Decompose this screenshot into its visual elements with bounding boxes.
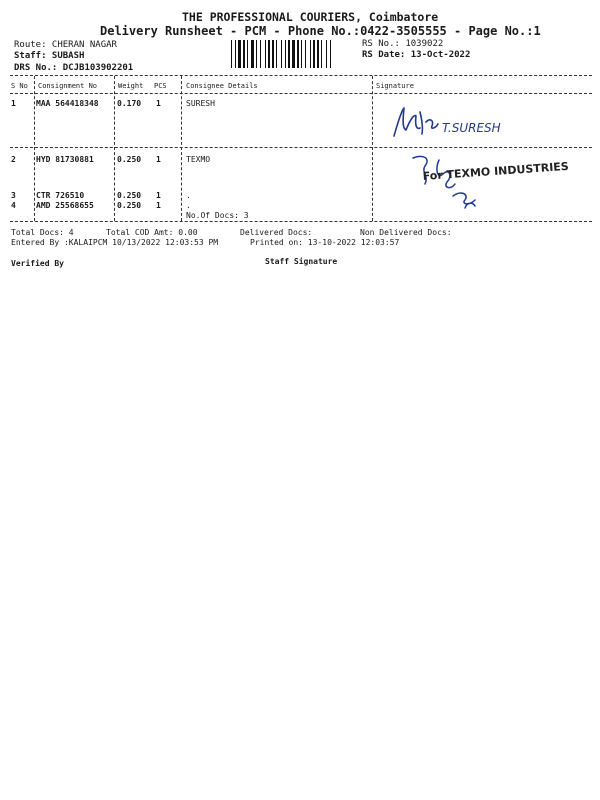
- row-sno: 1: [11, 99, 16, 108]
- row-consignee: .: [186, 201, 191, 210]
- barcode-bar: [272, 40, 274, 68]
- runsheet-title: Delivery Runsheet - PCM - Phone No.:0422-3505555 - Page No.:1: [100, 24, 541, 38]
- barcode-bar: [310, 40, 311, 68]
- table-rule-bottom: [10, 221, 592, 222]
- signature-handwriting-text: T.SURESH: [442, 121, 501, 135]
- col-divider: [34, 76, 35, 221]
- col-divider: [114, 76, 115, 221]
- row-pcs: 1: [156, 99, 161, 108]
- barcode-bar: [231, 40, 232, 68]
- row-pcs: 1: [156, 191, 161, 200]
- barcode-bar: [251, 40, 254, 68]
- barcode-bar: [268, 40, 270, 68]
- row-sno: 3: [11, 191, 16, 200]
- row-consignee: TEXMO: [186, 155, 211, 164]
- barcode-bar: [260, 40, 261, 68]
- company-stamp-signature: [395, 150, 585, 212]
- row-consignee: .: [186, 191, 191, 200]
- verified-by-label: Verified By: [11, 259, 64, 268]
- row-consignment: CTR 726510: [36, 191, 85, 200]
- staff-label: Staff: SUBASH: [14, 51, 85, 61]
- row-consignee: SURESH: [186, 99, 215, 108]
- col-header-consignee: Consignee Details: [186, 82, 258, 90]
- barcode-bar: [238, 40, 241, 68]
- barcode-bar: [330, 40, 331, 68]
- col-header-weight: Weight: [118, 82, 144, 90]
- row-consignment: MAA 564418348: [36, 99, 99, 108]
- stamp-text: For TEXMO INDUSTRIES: [422, 159, 570, 183]
- total-cod-amount: Total COD Amt: 0.00: [106, 228, 198, 237]
- barcode-bar: [265, 40, 266, 68]
- drs-number: DRS No.: DCJB103902201: [14, 63, 134, 73]
- barcode-bar: [276, 40, 277, 68]
- barcode-bar: [288, 40, 290, 68]
- col-divider: [372, 76, 373, 221]
- barcode-bar: [235, 40, 236, 68]
- barcode-bar: [247, 40, 248, 68]
- barcode-image: [230, 40, 355, 68]
- barcode-bar: [321, 40, 322, 68]
- barcode-bar: [297, 40, 299, 68]
- col-header-pcs: PCS: [154, 82, 167, 90]
- col-header-consignment: Consignment No: [38, 82, 98, 90]
- barcode-bar: [292, 40, 295, 68]
- barcode-bar: [285, 40, 286, 68]
- row-weight: 0.170: [117, 99, 142, 108]
- header-rule-top: [10, 75, 592, 76]
- col-header-signature: Signature: [376, 82, 414, 90]
- col-header-sno: S No: [11, 82, 28, 90]
- row-weight: 0.250: [117, 191, 142, 200]
- row-consignment: HYD 81730881: [36, 155, 94, 164]
- entered-by: Entered By :KALAIPCM 10/13/2022 12:03:53 PM: [11, 238, 219, 247]
- barcode-bar: [301, 40, 302, 68]
- row-pcs: 1: [156, 201, 161, 210]
- company-title: THE PROFESSIONAL COURIERS, Coimbatore: [182, 10, 439, 24]
- non-delivered-docs: Non Delivered Docs:: [360, 228, 452, 237]
- rs-date: RS Date: 13-Oct-2022: [362, 50, 471, 60]
- header-rule-bottom: [10, 93, 592, 94]
- barcode-bar: [305, 40, 306, 68]
- barcode-bar: [326, 40, 327, 68]
- staff-signature-label: Staff Signature: [265, 257, 338, 266]
- printed-on: Printed on: 13-10-2022 12:03:57: [250, 238, 400, 247]
- row-weight: 0.250: [117, 201, 142, 210]
- barcode-bar: [243, 40, 245, 68]
- delivered-docs: Delivered Docs:: [240, 228, 313, 237]
- route-label: Route: CHERAN NAGAR: [14, 40, 117, 50]
- docs-count-note: No.Of Docs: 3: [186, 211, 249, 220]
- barcode-bar: [317, 40, 319, 68]
- handwritten-signature: [390, 100, 540, 148]
- row-pcs: 1: [156, 155, 161, 164]
- rs-number: RS No.: 1039022: [362, 39, 444, 49]
- col-divider: [181, 76, 182, 221]
- row-weight: 0.250: [117, 155, 142, 164]
- barcode-bar: [256, 40, 257, 68]
- row-sno: 2: [11, 155, 16, 164]
- barcode-bar: [313, 40, 315, 68]
- barcode-bar: [281, 40, 282, 68]
- row-consignment: AMD 25568655: [36, 201, 94, 210]
- total-docs: Total Docs: 4: [11, 228, 74, 237]
- row-sno: 4: [11, 201, 16, 210]
